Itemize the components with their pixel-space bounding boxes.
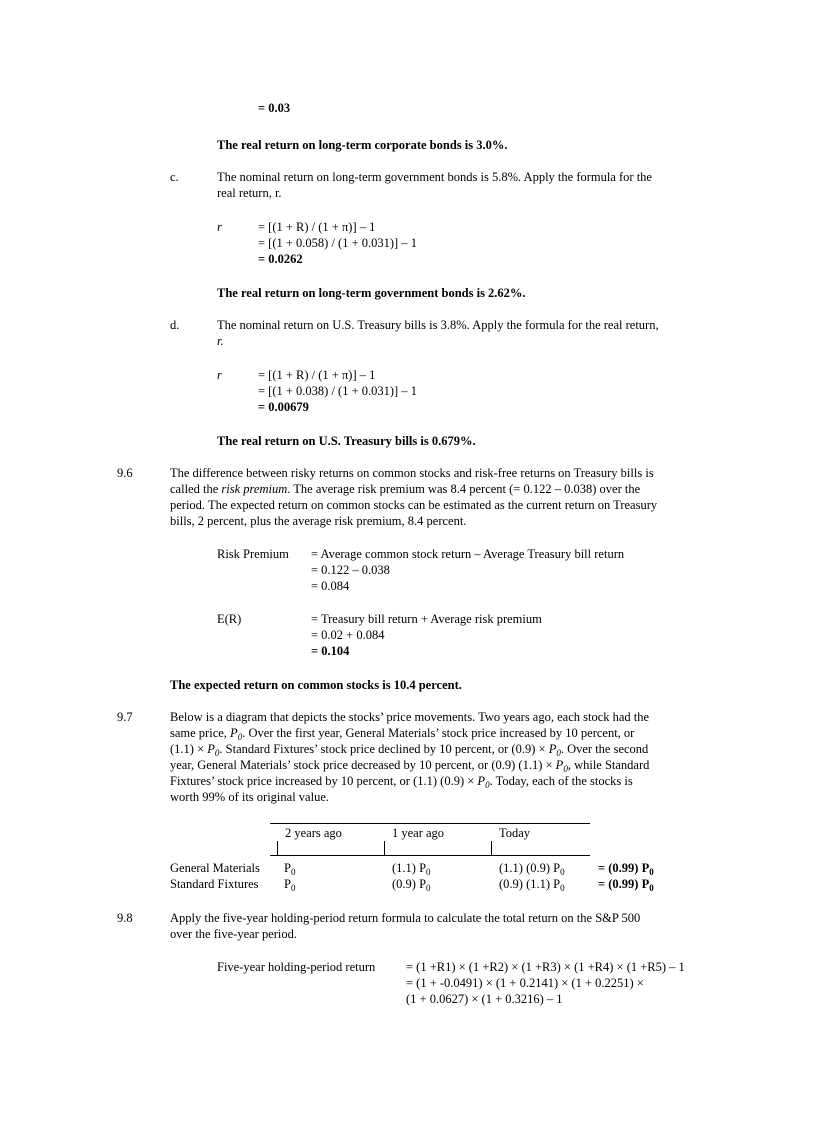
hpr-eq2: = (1 + -0.0491) × (1 + 0.2141) × (1 + 0.2251) × [406, 976, 644, 990]
timeline-col-1-year-ago: 1 year ago [392, 826, 445, 840]
q97-line1: Below is a diagram that depicts the stocks’ price movements. Two years ago, each stock had the [170, 710, 650, 724]
c-conclusion: The real return on long-term government bonds is 2.62%. [217, 286, 526, 300]
row-general-materials-2y: $P_0$ [284, 861, 296, 877]
q96-line3: period. The expected return on common stocks can be estimated as the current return on Treasury [170, 498, 658, 512]
d-eq1: = [(1 + R) / (1 + π)] – 1 [258, 368, 376, 382]
row-general-materials-result: = (0.99) $P_0$ [598, 861, 654, 877]
q97-line5: Fixtures’ stock price increased by 10 percent, or (1.1) $(0.9) \times P_0$. Today, each of the stocks is [170, 774, 633, 790]
q98-line1: Apply the five-year holding-period return formula to calculate the total return on the S&P 500 [170, 911, 641, 925]
timeline-tick-3 [491, 841, 492, 855]
c-text-line2: real return, r. [217, 186, 282, 200]
row-standard-fixtures-today: (0.9) (1.1) $P_0$ [499, 877, 565, 893]
expected-return-eq1: = Treasury bill return + Average risk premium [311, 612, 542, 626]
c-eq3: = 0.0262 [258, 252, 303, 266]
q96-line2: called the risk premium. The average risk premium was 8.4 percent (= 0.122 – 0.038) over the [170, 482, 641, 496]
q96-line4: bills, 2 percent, plus the average risk premium, 8.4 percent. [170, 514, 467, 528]
q98-number: 9.8 [117, 911, 133, 925]
d-conclusion: The real return on U.S. Treasury bills is 0.679%. [217, 434, 476, 448]
q96-conclusion: The expected return on common stocks is 10.4 percent. [170, 678, 462, 692]
b-conclusion: The real return on long-term corporate bonds is 3.0%. [217, 138, 508, 152]
q96-line1: The difference between risky returns on common stocks and risk-free returns on Treasury bills is [170, 466, 654, 480]
expected-return-label: E(R) [217, 612, 242, 626]
hpr-eq1: = (1 +R1) × (1 +R2) × (1 +R3) × (1 +R4) × (1 +R5) – 1 [406, 960, 685, 974]
q97-line4: year, General Materials’ stock price decreased by 10 percent, or (0.9) $(1.1) \times P_0$, while Standard [170, 758, 650, 774]
c-eq2: = [(1 + 0.058) / (1 + 0.031)] – 1 [258, 236, 417, 250]
risk-premium-label: Risk Premium [217, 547, 289, 561]
q97-number: 9.7 [117, 710, 133, 724]
risk-premium-eq2: = 0.122 – 0.038 [311, 563, 390, 577]
row-general-materials-1y: (1.1) $P_0$ [392, 861, 431, 877]
d-var: r [217, 368, 222, 382]
d-text-line1: The nominal return on U.S. Treasury bills is 3.8%. Apply the formula for the real return, [217, 318, 659, 332]
c-var: r [217, 220, 222, 234]
b-eq-result: = 0.03 [258, 101, 291, 115]
q97-line2: same price, $P_0$. Over the first year, General Materials’ stock price increased by 10 percent, or [170, 726, 635, 742]
expected-return-eq3: = 0.104 [311, 644, 350, 658]
timeline-tick-1 [277, 841, 278, 855]
d-eq2: = [(1 + 0.038) / (1 + 0.031)] – 1 [258, 384, 417, 398]
timeline-axis [270, 855, 590, 856]
q96-number: 9.6 [117, 466, 133, 480]
row-standard-fixtures-name: Standard Fixtures [170, 877, 259, 891]
c-text-line1: The nominal return on long-term government bonds is 5.8%. Apply the formula for the [217, 170, 652, 184]
c-eq1: = [(1 + R) / (1 + π)] – 1 [258, 220, 376, 234]
timeline-col-2-years-ago: 2 years ago [285, 826, 342, 840]
risk-premium-eq3: = 0.084 [311, 579, 350, 593]
q97-line3: $(1.1) \times P_0$. Standard Fixtures’ stock price declined by 10 percent, or $(0.9) \times P_0$. Over the second [170, 742, 649, 758]
q97-line6: worth 99% of its original value. [170, 790, 329, 804]
risk-premium-term: risk premium [221, 482, 288, 496]
d-eq3: = 0.00679 [258, 400, 309, 414]
c-label: c. [170, 170, 179, 184]
row-standard-fixtures-result: = (0.99) $P_0$ [598, 877, 654, 893]
timeline-col-today: Today [499, 826, 531, 840]
hpr-label: Five-year holding-period return [217, 960, 376, 974]
timeline-top-rule [270, 823, 590, 824]
q98-line2: over the five-year period. [170, 927, 298, 941]
row-standard-fixtures-2y: $P_0$ [284, 877, 296, 893]
d-text-line2: r. [217, 334, 224, 348]
expected-return-eq2: = 0.02 + 0.084 [311, 628, 385, 642]
hpr-eq3: (1 + 0.0627) × (1 + 0.3216) – 1 [406, 992, 563, 1006]
timeline-tick-2 [384, 841, 385, 855]
row-standard-fixtures-1y: (0.9) $P_0$ [392, 877, 431, 893]
row-general-materials-name: General Materials [170, 861, 260, 875]
risk-premium-eq1: = Average common stock return – Average Treasury bill return [311, 547, 625, 561]
row-general-materials-today: (1.1) (0.9) $P_0$ [499, 861, 565, 877]
d-label: d. [170, 318, 180, 332]
